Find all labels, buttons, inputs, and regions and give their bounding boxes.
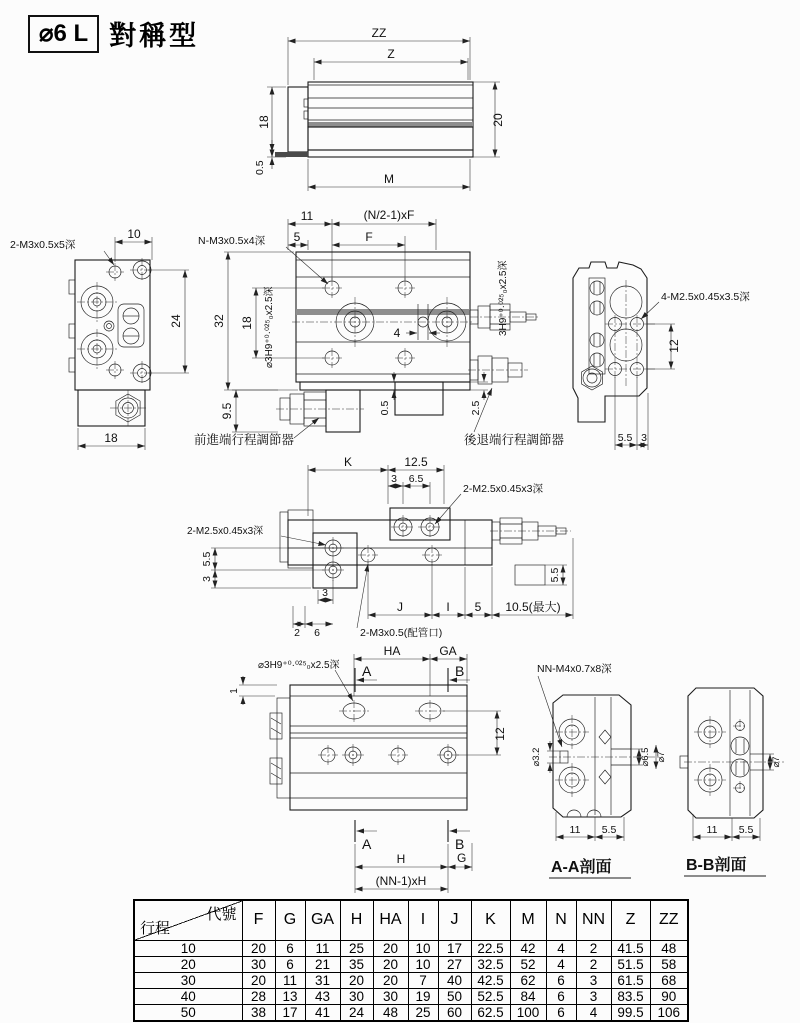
- section-marker-a-top: A: [362, 663, 372, 679]
- thread-callout-top: 2-M2.5x0.45x3深: [463, 483, 543, 495]
- value-cell: 4: [546, 956, 576, 972]
- dim-k: K: [343, 455, 353, 469]
- value-cell: 25: [340, 940, 373, 956]
- col-header-m: M: [510, 900, 546, 940]
- right-end-drawing: [555, 238, 800, 468]
- rear-adjuster-label: 後退端行程調節器: [464, 433, 565, 447]
- value-cell: 20: [373, 972, 408, 988]
- thread-callout: 2-M3x0.5x5深: [10, 239, 76, 251]
- dim-nf: (N/2-1)xF: [363, 208, 415, 222]
- dim-z: Z: [387, 47, 395, 61]
- dim-j: J: [397, 600, 403, 614]
- dimensions: [254, 26, 505, 187]
- dim-11: 11: [706, 824, 718, 836]
- top-extension-lines: [288, 219, 436, 280]
- value-cell: 41.5: [611, 940, 650, 956]
- col-header-ga: GA: [305, 900, 340, 940]
- value-cell: 13: [275, 988, 305, 1004]
- center-block: [395, 382, 443, 415]
- dim-3: 3: [391, 473, 397, 485]
- dim-11: 11: [300, 209, 314, 223]
- table-corner-cell: [134, 900, 242, 940]
- value-cell: 42: [510, 940, 546, 956]
- value-cell: 90: [650, 988, 688, 1004]
- value-cell: 6: [546, 988, 576, 1004]
- value-cell: 19: [408, 988, 438, 1004]
- dim-10: 10: [127, 227, 141, 241]
- value-cell: 42.5: [471, 972, 510, 988]
- value-cell: 35: [340, 956, 373, 972]
- value-cell: 20: [340, 972, 373, 988]
- col-header-f: F: [242, 900, 275, 940]
- col-header-zz: ZZ: [650, 900, 688, 940]
- value-cell: 6: [546, 972, 576, 988]
- bore-size-label: ⌀6 L: [28, 15, 99, 53]
- value-cell: 43: [305, 988, 340, 1004]
- table-row: [134, 956, 688, 972]
- value-cell: 41: [305, 1004, 340, 1021]
- dim-12: 12: [493, 727, 507, 741]
- value-cell: 4: [576, 1004, 611, 1021]
- value-cell: 10: [408, 956, 438, 972]
- value-cell: 38: [242, 1004, 275, 1021]
- value-cell: 52: [510, 956, 546, 972]
- stroke-cell: 10: [134, 940, 242, 956]
- dim-11: 11: [569, 824, 581, 836]
- hole-callout-left: ⌀3H9⁺⁰·⁰²⁵₀x2.5深: [264, 286, 275, 368]
- value-cell: 28: [242, 988, 275, 1004]
- col-header-nn: NN: [576, 900, 611, 940]
- hole-callout-right: 3H9⁺⁰·⁰²⁵₀x2.5深: [498, 260, 509, 336]
- table-row: [134, 1004, 688, 1021]
- dim-2-5: 2.5: [470, 400, 482, 416]
- dim-1: 1: [229, 688, 240, 694]
- section-marker-a-bottom: A: [362, 836, 372, 852]
- value-cell: 30: [340, 988, 373, 1004]
- dim-6-5: ⌀6.5: [640, 747, 651, 767]
- view-section-bb: [658, 660, 800, 890]
- dim-18: 18: [104, 431, 118, 445]
- table-row: [134, 972, 688, 988]
- bottom-dimensions: [220, 372, 488, 432]
- value-cell: 3: [576, 972, 611, 988]
- dim-3-left: 3: [201, 576, 213, 582]
- bottom-drawing: [185, 448, 625, 658]
- hole-callout: ⌀3H9⁺⁰·⁰²⁵₀x2.5深: [258, 660, 340, 671]
- end-block-outline: [69, 258, 154, 390]
- col-header-g: G: [275, 900, 305, 940]
- port-callout: 2-M3x0.5(配管口): [360, 627, 443, 639]
- dim-5-5: 5.5: [617, 432, 633, 444]
- dim-20: 20: [491, 113, 505, 127]
- col-header-ha: HA: [373, 900, 408, 940]
- dim-5: 5: [293, 230, 301, 244]
- corner-label-code: 代號: [206, 906, 237, 923]
- dim-f: F: [365, 230, 373, 244]
- dim-0-5: 0.5: [379, 400, 391, 416]
- value-cell: 7: [408, 972, 438, 988]
- stroke-cell: 50: [134, 1004, 242, 1021]
- dim-3: 3: [641, 432, 647, 444]
- value-cell: 62: [510, 972, 546, 988]
- view-front: [188, 192, 588, 467]
- corner-label-stroke: 行程: [140, 919, 171, 937]
- value-cell: 60: [438, 1004, 471, 1021]
- dim-h: H: [396, 852, 406, 866]
- dim-12-5: 12.5: [404, 455, 428, 469]
- side-dimensions: [229, 676, 507, 755]
- bottom-dimensions: [556, 812, 624, 841]
- value-cell: 100: [510, 1004, 546, 1021]
- plan-drawing: [225, 638, 535, 908]
- dim-zz: ZZ: [371, 26, 387, 40]
- bottom-dimensions: [355, 820, 472, 893]
- value-cell: 84: [510, 988, 546, 1004]
- dim-9-5: 9.5: [220, 402, 234, 420]
- dim-5: 5: [474, 600, 482, 614]
- dim-7: ⌀7: [656, 751, 667, 763]
- value-cell: 11: [275, 972, 305, 988]
- value-cell: 21: [305, 956, 340, 972]
- rear-adjuster: [468, 356, 528, 384]
- dimension-table: [133, 899, 689, 1022]
- value-cell: 2: [576, 956, 611, 972]
- view-plan: [225, 638, 535, 908]
- front-adjuster-label: 前進端行程調節器: [194, 433, 295, 447]
- type-label: 對稱型: [109, 21, 200, 51]
- dim-7: ⌀7: [771, 756, 782, 768]
- col-header-n: N: [546, 900, 576, 940]
- value-cell: 99.5: [611, 1004, 650, 1021]
- col-header-i: I: [408, 900, 438, 940]
- value-cell: 30: [373, 988, 408, 1004]
- dim-2: 2: [294, 627, 300, 639]
- top-dimensions: [354, 644, 470, 696]
- body-outline: [292, 252, 474, 382]
- view-right-end: [555, 238, 800, 468]
- dim-18: 18: [257, 115, 271, 129]
- dim-5-5: 5.5: [738, 824, 754, 836]
- dim-g: G: [457, 851, 467, 865]
- section-marker-b-top: B: [455, 663, 465, 679]
- value-cell: 24: [340, 1004, 373, 1021]
- thread-callout: 4-M2.5x0.45x3.5深: [661, 291, 750, 303]
- table-header-row: [134, 900, 688, 940]
- dim-5-5: 5.5: [601, 824, 617, 836]
- value-cell: 22.5: [471, 940, 510, 956]
- value-cell: 20: [242, 940, 275, 956]
- extension-lines: [267, 37, 500, 191]
- dim-ga: GA: [439, 644, 457, 658]
- stroke-cell: 40: [134, 988, 242, 1004]
- dim-10-5-max: 10.5(最大): [505, 600, 561, 614]
- value-cell: 50: [438, 988, 471, 1004]
- col-header-z: Z: [611, 900, 650, 940]
- value-cell: 6: [546, 1004, 576, 1021]
- dim-m: M: [384, 172, 394, 186]
- thread-callout: NN-M4x0.7x8深: [537, 663, 612, 675]
- value-cell: 30: [242, 956, 275, 972]
- value-cell: 17: [275, 1004, 305, 1021]
- table-row: [134, 940, 688, 956]
- dim-ha: HA: [383, 644, 401, 658]
- section-outline: [680, 688, 784, 818]
- value-cell: 27: [438, 956, 471, 972]
- dim-5-5-right: 5.5: [549, 567, 561, 583]
- value-cell: 20: [242, 972, 275, 988]
- value-cell: 2: [576, 940, 611, 956]
- table-body: [134, 940, 688, 1021]
- side-elevation-drawing: [255, 15, 555, 210]
- cylinder-body-outline: [275, 82, 473, 157]
- dim-6: 6: [314, 627, 320, 639]
- value-cell: 40: [438, 972, 471, 988]
- dimension-table-container: [133, 899, 689, 1022]
- value-cell: 106: [650, 1004, 688, 1021]
- value-cell: 17: [438, 940, 471, 956]
- stroke-cell: 20: [134, 956, 242, 972]
- section-bb-drawing: [658, 660, 800, 890]
- section-caption: B-B剖面: [686, 857, 747, 874]
- section-caption: A-A剖面: [551, 859, 612, 876]
- base-plate: [300, 382, 470, 390]
- value-cell: 3: [576, 988, 611, 1004]
- view-bottom: [185, 448, 625, 658]
- dim-5-5-left: 5.5: [201, 551, 213, 567]
- left-dimensions: [212, 252, 324, 390]
- bottom-dimensions: [368, 538, 573, 619]
- value-cell: 4: [546, 940, 576, 956]
- value-cell: 48: [373, 1004, 408, 1021]
- value-cell: 68: [650, 972, 688, 988]
- value-cell: 32.5: [471, 956, 510, 972]
- value-cell: 11: [305, 940, 340, 956]
- thread-callout-left: 2-M2.5x0.45x3深: [187, 526, 264, 537]
- stroke-cell: 30: [134, 972, 242, 988]
- dim-6-5: 6.5: [408, 473, 424, 485]
- section-marker-b-bottom: B: [455, 836, 465, 852]
- table-row: [134, 988, 688, 1004]
- dim-24: 24: [169, 314, 183, 328]
- value-cell: 83.5: [611, 988, 650, 1004]
- dim-i: I: [446, 600, 450, 614]
- value-cell: 20: [373, 956, 408, 972]
- col-header-j: J: [438, 900, 471, 940]
- value-cell: 25: [408, 1004, 438, 1021]
- value-cell: 6: [275, 940, 305, 956]
- value-cell: 10: [408, 940, 438, 956]
- value-cell: 58: [650, 956, 688, 972]
- col-header-k: K: [471, 900, 510, 940]
- value-cell: 52.5: [471, 988, 510, 1004]
- dim-4: 4: [393, 326, 401, 340]
- front-drawing: [188, 192, 588, 467]
- value-cell: 51.5: [611, 956, 650, 972]
- view-side-elevation: [255, 15, 555, 210]
- dim-3-2: ⌀3.2: [531, 747, 542, 767]
- thread-callout: N-M3x0.5x4深: [198, 235, 266, 247]
- value-cell: 61.5: [611, 972, 650, 988]
- top-dimensions: [308, 455, 444, 516]
- value-cell: 6: [275, 956, 305, 972]
- dim-12: 12: [667, 339, 681, 353]
- drawing-title: [28, 14, 199, 53]
- front-adjuster: [276, 390, 364, 432]
- dim-0-5: 0.5: [254, 160, 266, 175]
- value-cell: 20: [373, 940, 408, 956]
- value-cell: 48: [650, 940, 688, 956]
- dim-3-bottom: 3: [322, 587, 328, 599]
- value-cell: 31: [305, 972, 340, 988]
- dim-18: 18: [240, 316, 254, 330]
- value-cell: 62.5: [471, 1004, 510, 1021]
- col-header-h: H: [340, 900, 373, 940]
- bottom-left-dimensions: [293, 580, 333, 639]
- body-outline: [270, 685, 467, 810]
- dim-32: 32: [212, 314, 226, 328]
- dim-nnh: (NN-1)xH: [375, 874, 427, 888]
- lower-block-outline: [78, 390, 146, 426]
